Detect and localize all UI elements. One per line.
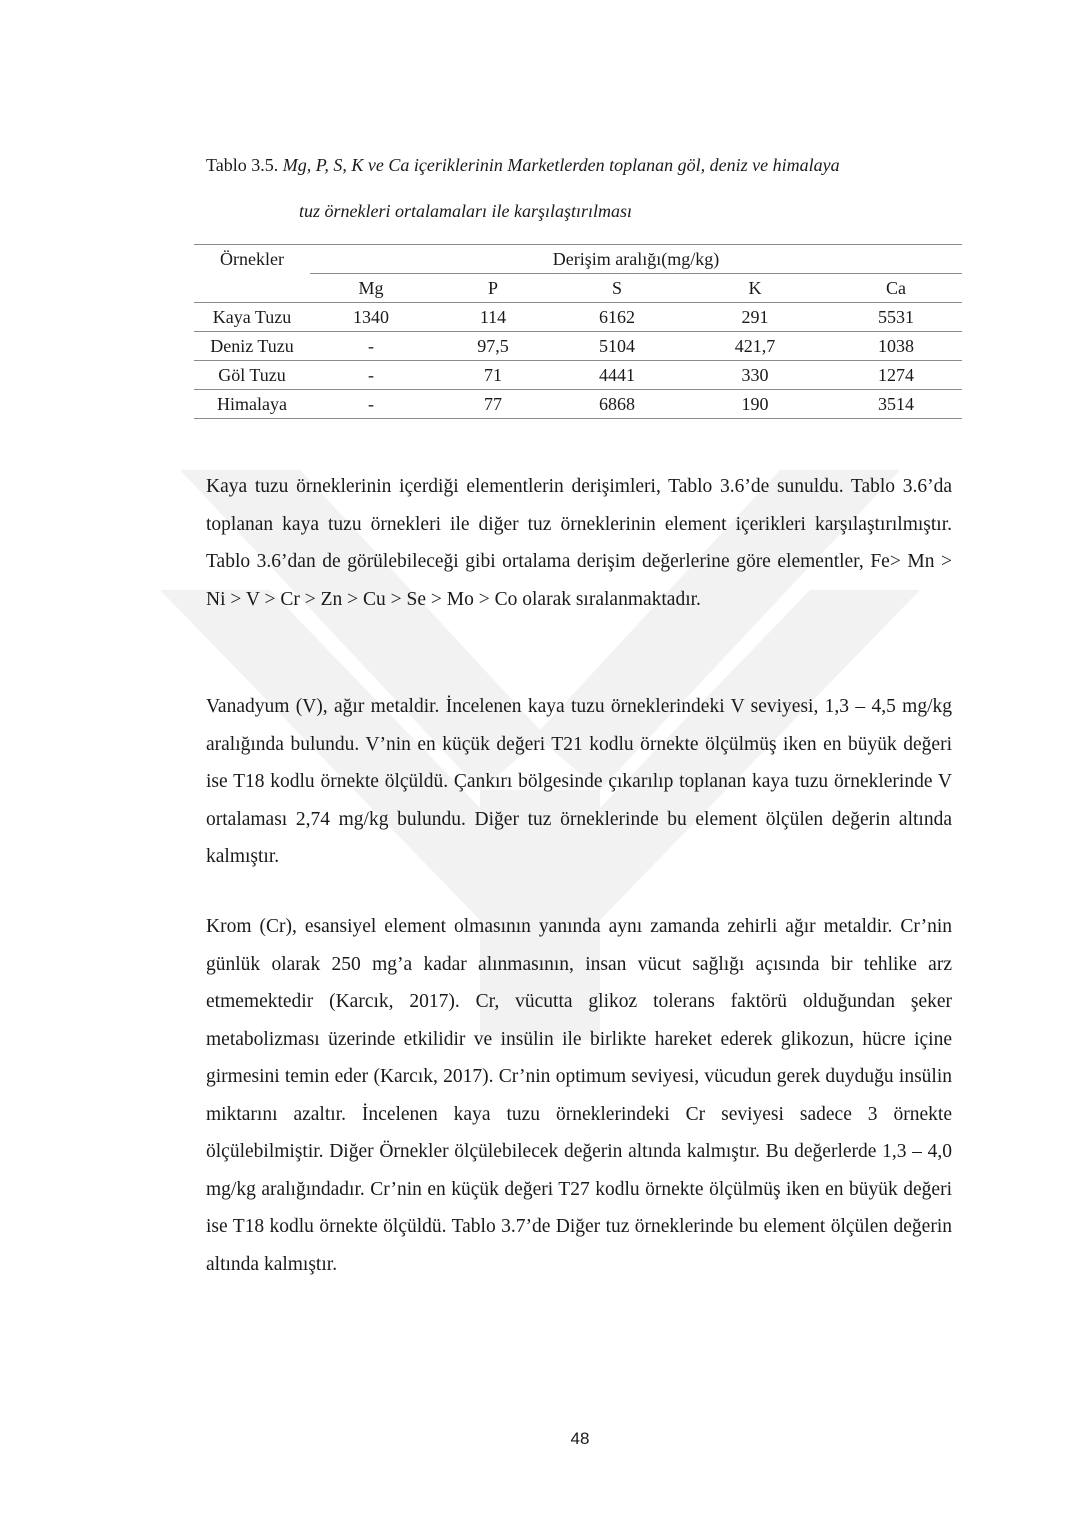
column-header: Ca: [830, 274, 962, 303]
table-cell: 5531: [830, 303, 962, 332]
table-cell: 291: [680, 303, 830, 332]
table-cell: 6162: [554, 303, 680, 332]
data-table: [194, 244, 962, 419]
table-cell: 6868: [554, 390, 680, 419]
paragraph-element-order: Kaya tuzu örneklerinin içerdiği elementlerin derişimleri, Tablo 3.6’de sunuldu. Tablo 3.6’da toplanan kaya tuzu örnekleri ile diğer tuz örneklerinin element içerikleri karşılaştırılmıştır. Tablo 3.6’dan de görülebileceği gibi ortalama derişim değerlerine göre elementler, Fe> Mn > Ni > V > Cr > Zn > Cu > Se > Mo > Co olarak sıralanmaktadır.: [206, 476, 952, 610]
table-cell: 421,7: [680, 332, 830, 361]
table-row: [194, 303, 962, 332]
table-cell: 190: [680, 390, 830, 419]
table-cell: 3514: [830, 390, 962, 419]
caption-title-line2: tuz örnekleri ortalamaları ile karşılaştırılması: [299, 201, 633, 221]
row-header-cell: Örnekler: [194, 245, 310, 274]
column-header: P: [432, 274, 554, 303]
page-number: 48: [570, 1429, 590, 1448]
table-cell: 77: [432, 390, 554, 419]
group-header-cell: Derişim aralığı(mg/kg): [310, 245, 962, 274]
column-header: K: [680, 274, 830, 303]
caption-title-line1: Mg, P, S, K ve Ca içeriklerinin Marketlerden toplanan göl, deniz ve himalaya: [282, 155, 840, 175]
table-cell: 97,5: [432, 332, 554, 361]
table-cell: -: [310, 361, 432, 390]
table-row: [194, 361, 962, 390]
table-row: [194, 390, 962, 419]
row-label: Kaya Tuzu: [194, 303, 310, 332]
paragraph-chromium: Krom (Cr), esansiyel element olmasının yanında aynı zamanda zehirli ağır metaldir. Cr’nin günlük olarak 250 mg’a kadar alınmasının, insan vücut sağlığı açısında bir tehlike arz etmemektedir (Karcık, 2017). Cr, vücutta glikoz tolerans faktörü olduğundan şeker metabolizması üzerinde etkilidir ve insülin ile birlikte hareket ederek glikozun, hücre içine girmesini temin eder (Karcık, 2017). Cr’nin optimum seviyesi, vücudun gerek duyduğu insülin miktarını azaltır. İncelenen kaya tuzu örneklerindeki Cr seviyesi sadece 3 örnekte ölçülebilmiştir. Diğer Örnekler ölçülebilecek değerin altında kalmıştır. Bu değerlerde 1,3 – 4,0 mg/kg aralığındadır. Cr’nin en küçük değeri T27 kodlu örnekte ölçülmüş iken en büyük değeri ise T18 kodlu örnekte ölçüldü. Tablo 3.7’de Diğer tuz örneklerinde bu element ölçülen değerin altında kalmıştır.: [206, 916, 952, 1275]
row-label: Himalaya: [194, 390, 310, 419]
table-cell: 71: [432, 361, 554, 390]
table-cell: 4441: [554, 361, 680, 390]
row-label: Göl Tuzu: [194, 361, 310, 390]
row-label: Deniz Tuzu: [194, 332, 310, 361]
table-cell: 5104: [554, 332, 680, 361]
table-caption: [206, 152, 966, 224]
column-header: S: [554, 274, 680, 303]
column-header: Mg: [310, 274, 432, 303]
table-cell: 114: [432, 303, 554, 332]
paragraph-vanadium: Vanadyum (V), ağır metaldir. İncelenen kaya tuzu örneklerindeki V seviyesi, 1,3 – 4,5 mg/kg aralığında bulundu. V’nin en küçük değeri T21 kodlu örnekte ölçülmüş iken en büyük değeri ise T18 kodlu örnekte ölçüldü. Çankırı bölgesinde çıkarılıp toplanan kaya tuzu örneklerinde V ortalaması 2,74 mg/kg bulundu. Diğer tuz örneklerinde bu element ölçülen değerin altında kalmıştır.: [206, 696, 952, 867]
table-cell: 1274: [830, 361, 962, 390]
table-cell: 1340: [310, 303, 432, 332]
table-cell: 1038: [830, 332, 962, 361]
table-cell: -: [310, 390, 432, 419]
table-cell: 330: [680, 361, 830, 390]
caption-prefix: Tablo 3.5.: [206, 155, 283, 175]
table-row: [194, 332, 962, 361]
table-cell: -: [310, 332, 432, 361]
